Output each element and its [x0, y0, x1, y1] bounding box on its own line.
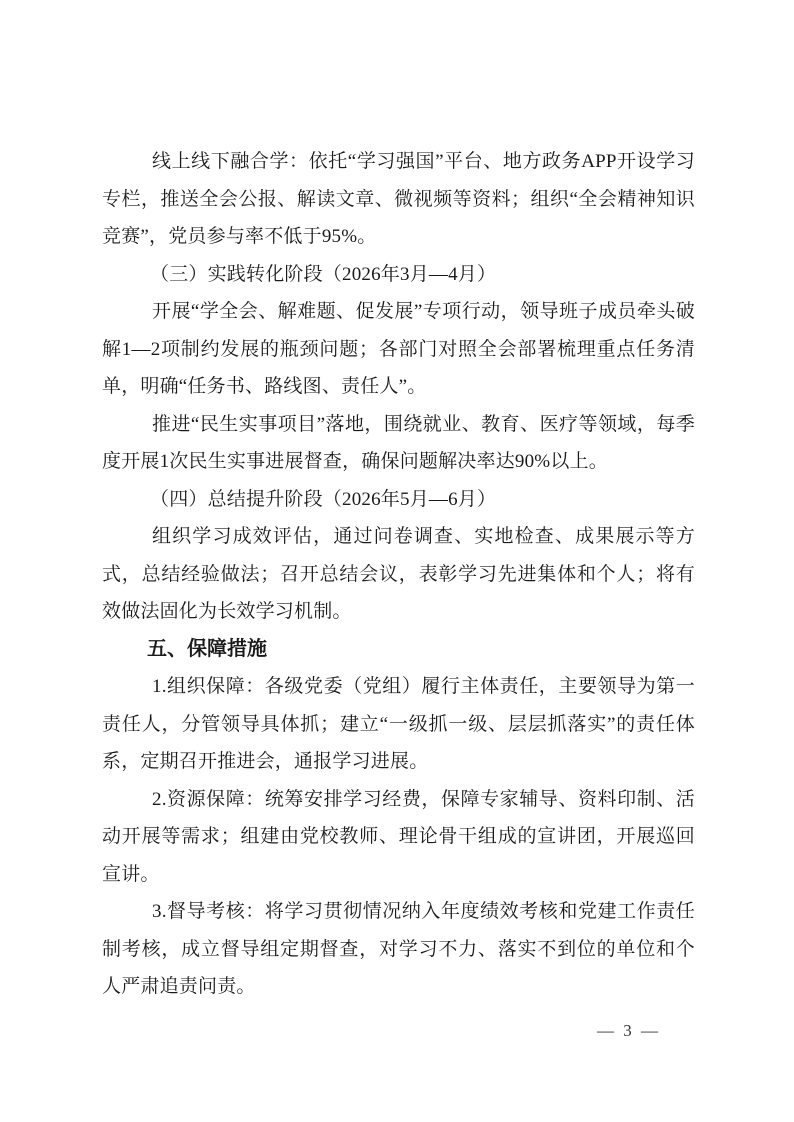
paragraph-special-action: 开展“学全会、解难题、促发展”专项行动，领导班子成员牵头破解1—2项制约发展的瓶颈问题；各部门对照全会部署梳理重点任务清单，明确“任务书、路线图、责任人”。: [102, 301, 695, 397]
paragraph-livelihood-projects: 推进“民生实事项目”落地，围绕就业、教育、医疗等领域，每季度开展1次民生实事进展督查，确保问题解决率达90%以上。: [102, 413, 695, 472]
paragraph-online-offline-learning: 线上线下融合学：依托“学习强国”平台、地方政务APP开设学习专栏，推送全会公报、解读文章、微视频等资料；组织“全会精神知识竞赛”，党员参与率不低于95%。: [102, 151, 695, 247]
subheading-summary-phase: （四）总结提升阶段（2026年5月—6月）: [150, 488, 497, 510]
paragraph-organization-guarantee: 1.组织保障：各级党委（党组）履行主体责任，主要领导为第一责任人，分管领导具体抓；建立“一级抓一级、层层抓落实”的责任体系，定期召开推进会，通报学习进展。: [102, 676, 695, 772]
document-body: [102, 143, 695, 1006]
paragraph-supervision-assessment: 3.督导考核：将学习贯彻情况纳入年度绩效考核和党建工作责任制考核，成立督导组定期督查，对学习不力、落实不到位的单位和个人严肃追责问责。: [102, 901, 695, 997]
subheading-practice-phase: （三）实践转化阶段（2026年3月—4月）: [150, 263, 497, 285]
section-heading-safeguards: 五、保障措施: [147, 637, 267, 660]
paragraph-resource-guarantee: 2.资源保障：统筹安排学习经费，保障专家辅导、资料印制、活动开展等需求；组建由党校教师、理论骨干组成的宣讲团，开展巡回宣讲。: [102, 788, 695, 885]
page-number: — 3 —: [597, 1021, 658, 1040]
paragraph-effect-evaluation: 组织学习成效评估，通过问卷调查、实地检查、成果展示等方式，总结经验做法；召开总结会议，表彰学习先进集体和个人；将有效做法固化为长效学习机制。: [102, 526, 695, 622]
